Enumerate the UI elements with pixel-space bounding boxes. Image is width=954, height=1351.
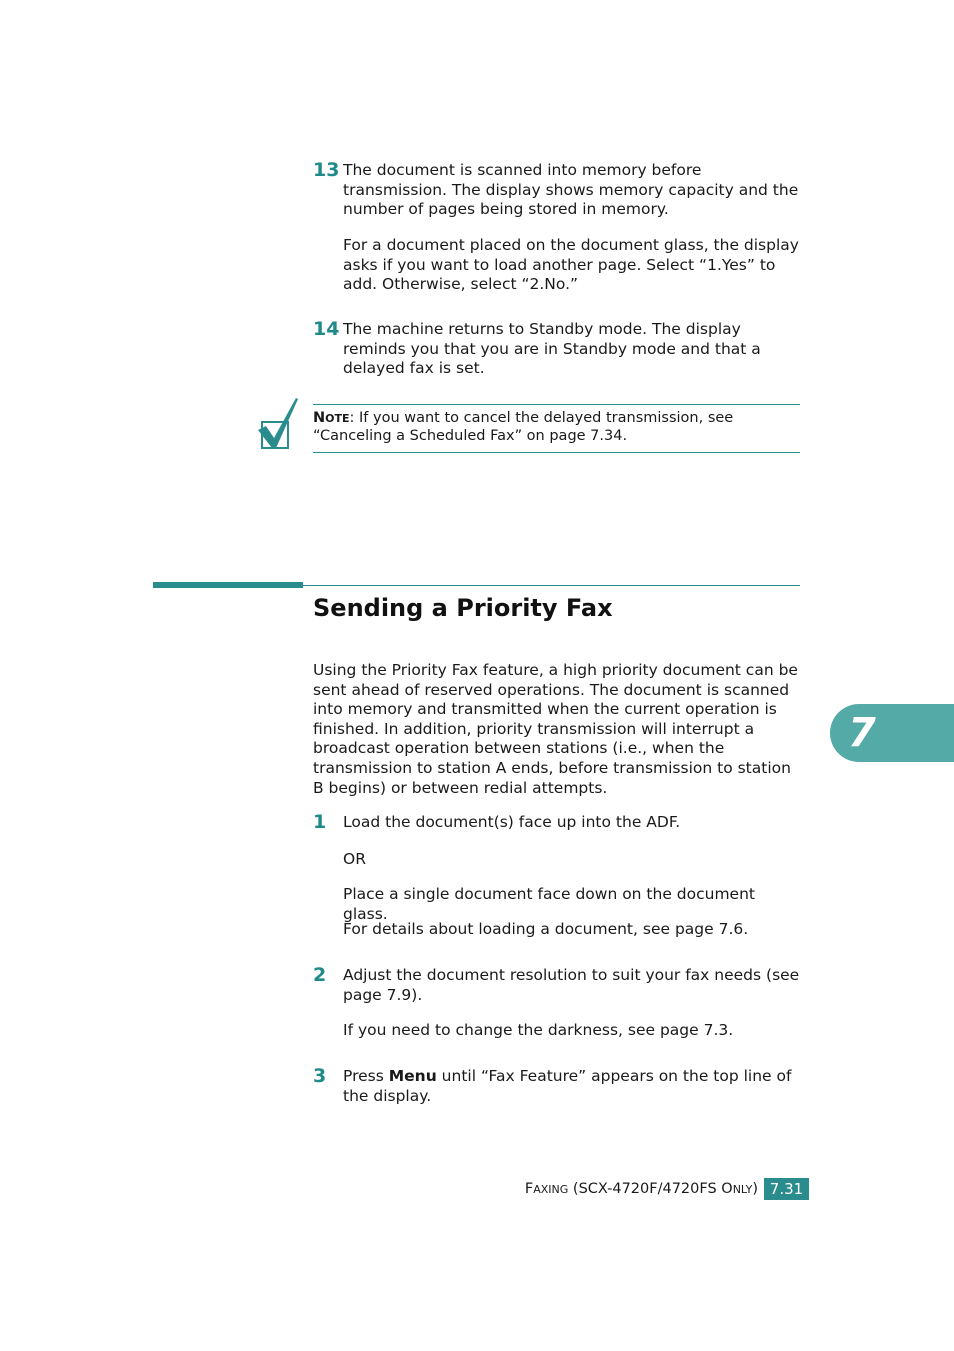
step-13-text-2: For a document placed on the document glass, the display asks if you want to load another page. Select “1.Yes” to add. Otherwise, select “2.No.”: [343, 236, 799, 294]
checkmark-note-icon: [256, 396, 302, 452]
step-2-darkness: If you need to change the darkness, see page 7.3.: [343, 1021, 734, 1039]
step-number-13: 13: [313, 159, 340, 181]
step-3-rest: until “Fax Feature” appears on the top line of the display.: [343, 1067, 792, 1105]
note-label-first: N: [313, 410, 326, 426]
footer-only-rest: NLY: [732, 1183, 753, 1196]
note-label: [313, 410, 350, 426]
step-3-press: Press: [343, 1067, 389, 1085]
step-1-details: For details about loading a document, see page 7.6.: [343, 920, 749, 938]
step-number-2: 2: [313, 964, 327, 986]
note-label-rest: OTE: [325, 412, 350, 425]
step-number-14: 14: [313, 318, 340, 340]
footer-close: ): [752, 1181, 758, 1197]
page-number: 7.31: [764, 1178, 809, 1200]
footer-chapter-label: [488, 1179, 758, 1200]
step-3-menu-key: Menu: [388, 1067, 437, 1085]
step-2-text: Adjust the document resolution to suit your fax needs (see page 7.9).: [343, 966, 800, 1004]
footer-f: F: [524, 1181, 534, 1197]
chapter-tab: [830, 704, 954, 762]
step-3-text: [343, 1067, 803, 1106]
chapter-number: 7: [848, 710, 876, 756]
step-1-or: OR: [343, 850, 366, 868]
step-1-text-alt: Place a single document face down on the document glass.: [343, 885, 755, 923]
footer-model: (SCX-4720F/4720FS: [568, 1181, 722, 1197]
note-bottom-rule: [313, 452, 800, 453]
footer-faxing-rest: AXING: [533, 1183, 569, 1196]
section-intro: Using the Priority Fax feature, a high priority document can be sent ahead of reserved operations. The document is scanned into memory and transmitted when the current operation is finished. In addition, priority transmission will interrupt a broadcast operation between stations (i.e., when the transmission to station A ends, before transmission to station B begins) or between redial attempts.: [313, 661, 798, 797]
section-rule-thick: [153, 582, 303, 588]
step-number-1: 1: [313, 811, 327, 833]
note-top-rule: [313, 404, 800, 405]
section-rule-thin: [303, 585, 800, 586]
footer-o: O: [721, 1181, 733, 1197]
section-title: Sending a Priority Fax: [313, 594, 613, 622]
step-number-3: 3: [313, 1065, 327, 1087]
step-14-text: The machine returns to Standby mode. The display reminds you that you are in Standby mode and that a delayed fax is set.: [343, 320, 761, 378]
step-13-text: The document is scanned into memory before transmission. The display shows memory capacity and the number of pages being stored in memory.: [343, 161, 799, 219]
step-1-text: Load the document(s) face up into the ADF.: [343, 813, 681, 831]
note-text: : If you want to cancel the delayed transmission, see “Canceling a Scheduled Fax” on page 7.34.: [313, 410, 734, 444]
note-text-block: [313, 410, 793, 445]
